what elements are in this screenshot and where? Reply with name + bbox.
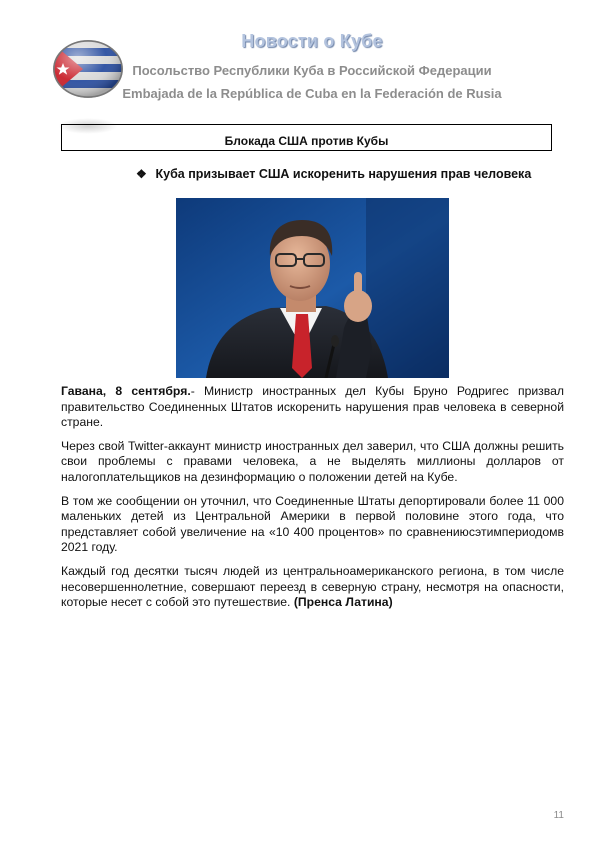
page-title: Новости о Кубе <box>241 31 383 51</box>
section-title-box <box>61 124 552 151</box>
article-paragraph: Через свой Twitter-аккаунт министр иностранных дел заверил, что США должны решить свои проблемы с правами человека, а не выделять миллионы долларов от налогоплательщиков на дезинформацию о положении детей на Кубе. <box>61 438 564 484</box>
article-paragraph: Гавана, 8 сентября.- Министр иностранных дел Кубы Бруно Родригес призвал правительство Соединенных Штатов искоренить нарушения прав человека в северной стране. <box>61 384 564 430</box>
page-number: 11 <box>553 810 564 821</box>
diamond-bullet-icon: ❖ <box>136 167 147 181</box>
embassy-name-russian: Посольство Республики Куба в Российской Федерации <box>132 63 492 78</box>
article-paragraph: Каждый год десятки тысяч людей из центральноамериканского региона, в том числе несовершеннолетние, совершают переезд в северную страну, несмотря на опасности, которые несет с собой это путешествие. (Пренса Латина) <box>61 563 564 610</box>
article-headline-text: Куба призывает США искоренить нарушения прав человека <box>155 167 532 181</box>
article-source: (Пренса Латина) <box>293 595 393 610</box>
embassy-name-spanish: Embajada de la República de Cuba en la Federación de Rusia <box>122 86 502 101</box>
article-headline <box>136 167 531 181</box>
speaker-photo <box>176 198 449 378</box>
dateline: Гавана, 8 сентября. <box>61 384 191 398</box>
article-body <box>61 384 564 619</box>
article-paragraph: В том же сообщении он уточнил, что Соединенные Штаты депортировали более 11 000 маленьких детей из Центральной Америки в первой половине этого года, что представляет собой увеличение на «10 400 процентов» по сравнениюсэтимпериодомв 2021 году. <box>61 493 564 555</box>
section-title: Блокада США против Кубы <box>224 134 389 148</box>
